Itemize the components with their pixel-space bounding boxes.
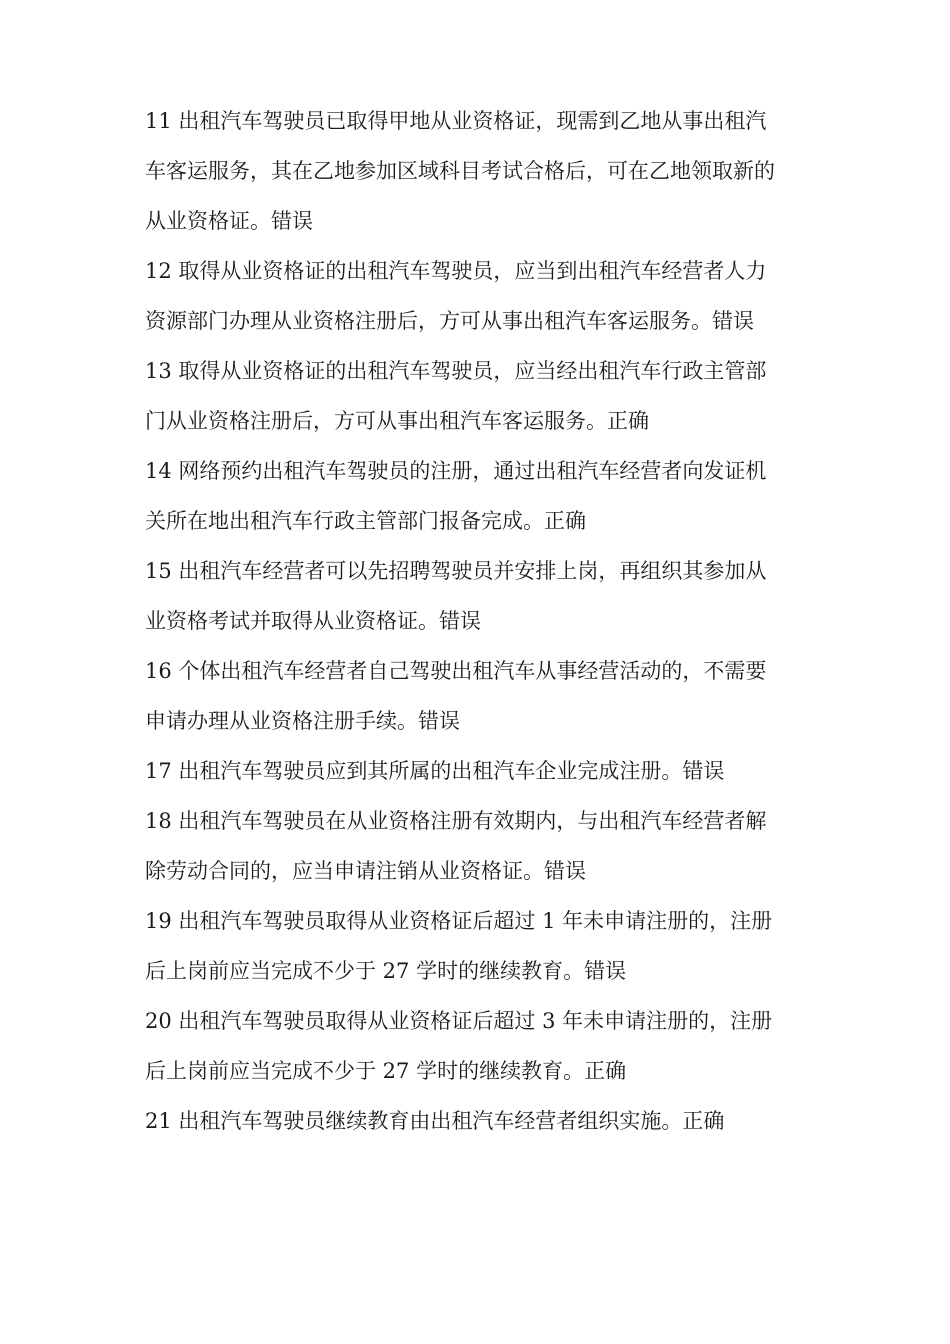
text-line-19: 20 出租汽车驾驶员取得从业资格证后超过 3 年未申请注册的，注册 xyxy=(145,1009,773,1033)
text-line-12: 16 个体出租汽车经营者自己驾驶出租汽车从事经营活动的，不需要 xyxy=(145,659,767,683)
text-line-11: 业资格考试并取得从业资格证。错误 xyxy=(145,609,481,633)
text-line-15: 18 出租汽车驾驶员在从业资格注册有效期内，与出租汽车经营者解 xyxy=(145,809,767,833)
text-line-20: 后上岗前应当完成不少于 27 学时的继续教育。正确 xyxy=(145,1059,627,1083)
text-line-16: 除劳动合同的，应当申请注销从业资格证。错误 xyxy=(145,859,586,883)
text-line-10: 15 出租汽车经营者可以先招聘驾驶员并安排上岗，再组织其参加从 xyxy=(145,559,767,583)
text-line-4: 12 取得从业资格证的出租汽车驾驶员，应当到出租汽车经营者人力 xyxy=(145,259,767,283)
text-line-21: 21 出租汽车驾驶员继续教育由出租汽车经营者组织实施。正确 xyxy=(145,1109,725,1133)
document-body xyxy=(145,96,810,1146)
text-line-8: 14 网络预约出租汽车驾驶员的注册，通过出租汽车经营者向发证机 xyxy=(145,459,767,483)
text-line-6: 13 取得从业资格证的出租汽车驾驶员，应当经出租汽车行政主管部 xyxy=(145,359,767,383)
text-line-7: 门从业资格注册后，方可从事出租汽车客运服务。正确 xyxy=(145,409,649,433)
text-line-13: 申请办理从业资格注册手续。错误 xyxy=(145,709,460,733)
text-line-1: 11 出租汽车驾驶员已取得甲地从业资格证，现需到乙地从事出租汽 xyxy=(145,109,767,133)
text-line-5: 资源部门办理从业资格注册后，方可从事出租汽车客运服务。错误 xyxy=(145,309,754,333)
text-line-18: 后上岗前应当完成不少于 27 学时的继续教育。错误 xyxy=(145,959,627,983)
text-line-2: 车客运服务，其在乙地参加区域科目考试合格后，可在乙地领取新的 xyxy=(145,159,775,183)
text-line-14: 17 出租汽车驾驶员应到其所属的出租汽车企业完成注册。错误 xyxy=(145,759,725,783)
text-line-9: 关所在地出租汽车行政主管部门报备完成。正确 xyxy=(145,509,586,533)
text-line-17: 19 出租汽车驾驶员取得从业资格证后超过 1 年未申请注册的，注册 xyxy=(145,909,773,933)
text-line-3: 从业资格证。错误 xyxy=(145,209,313,233)
